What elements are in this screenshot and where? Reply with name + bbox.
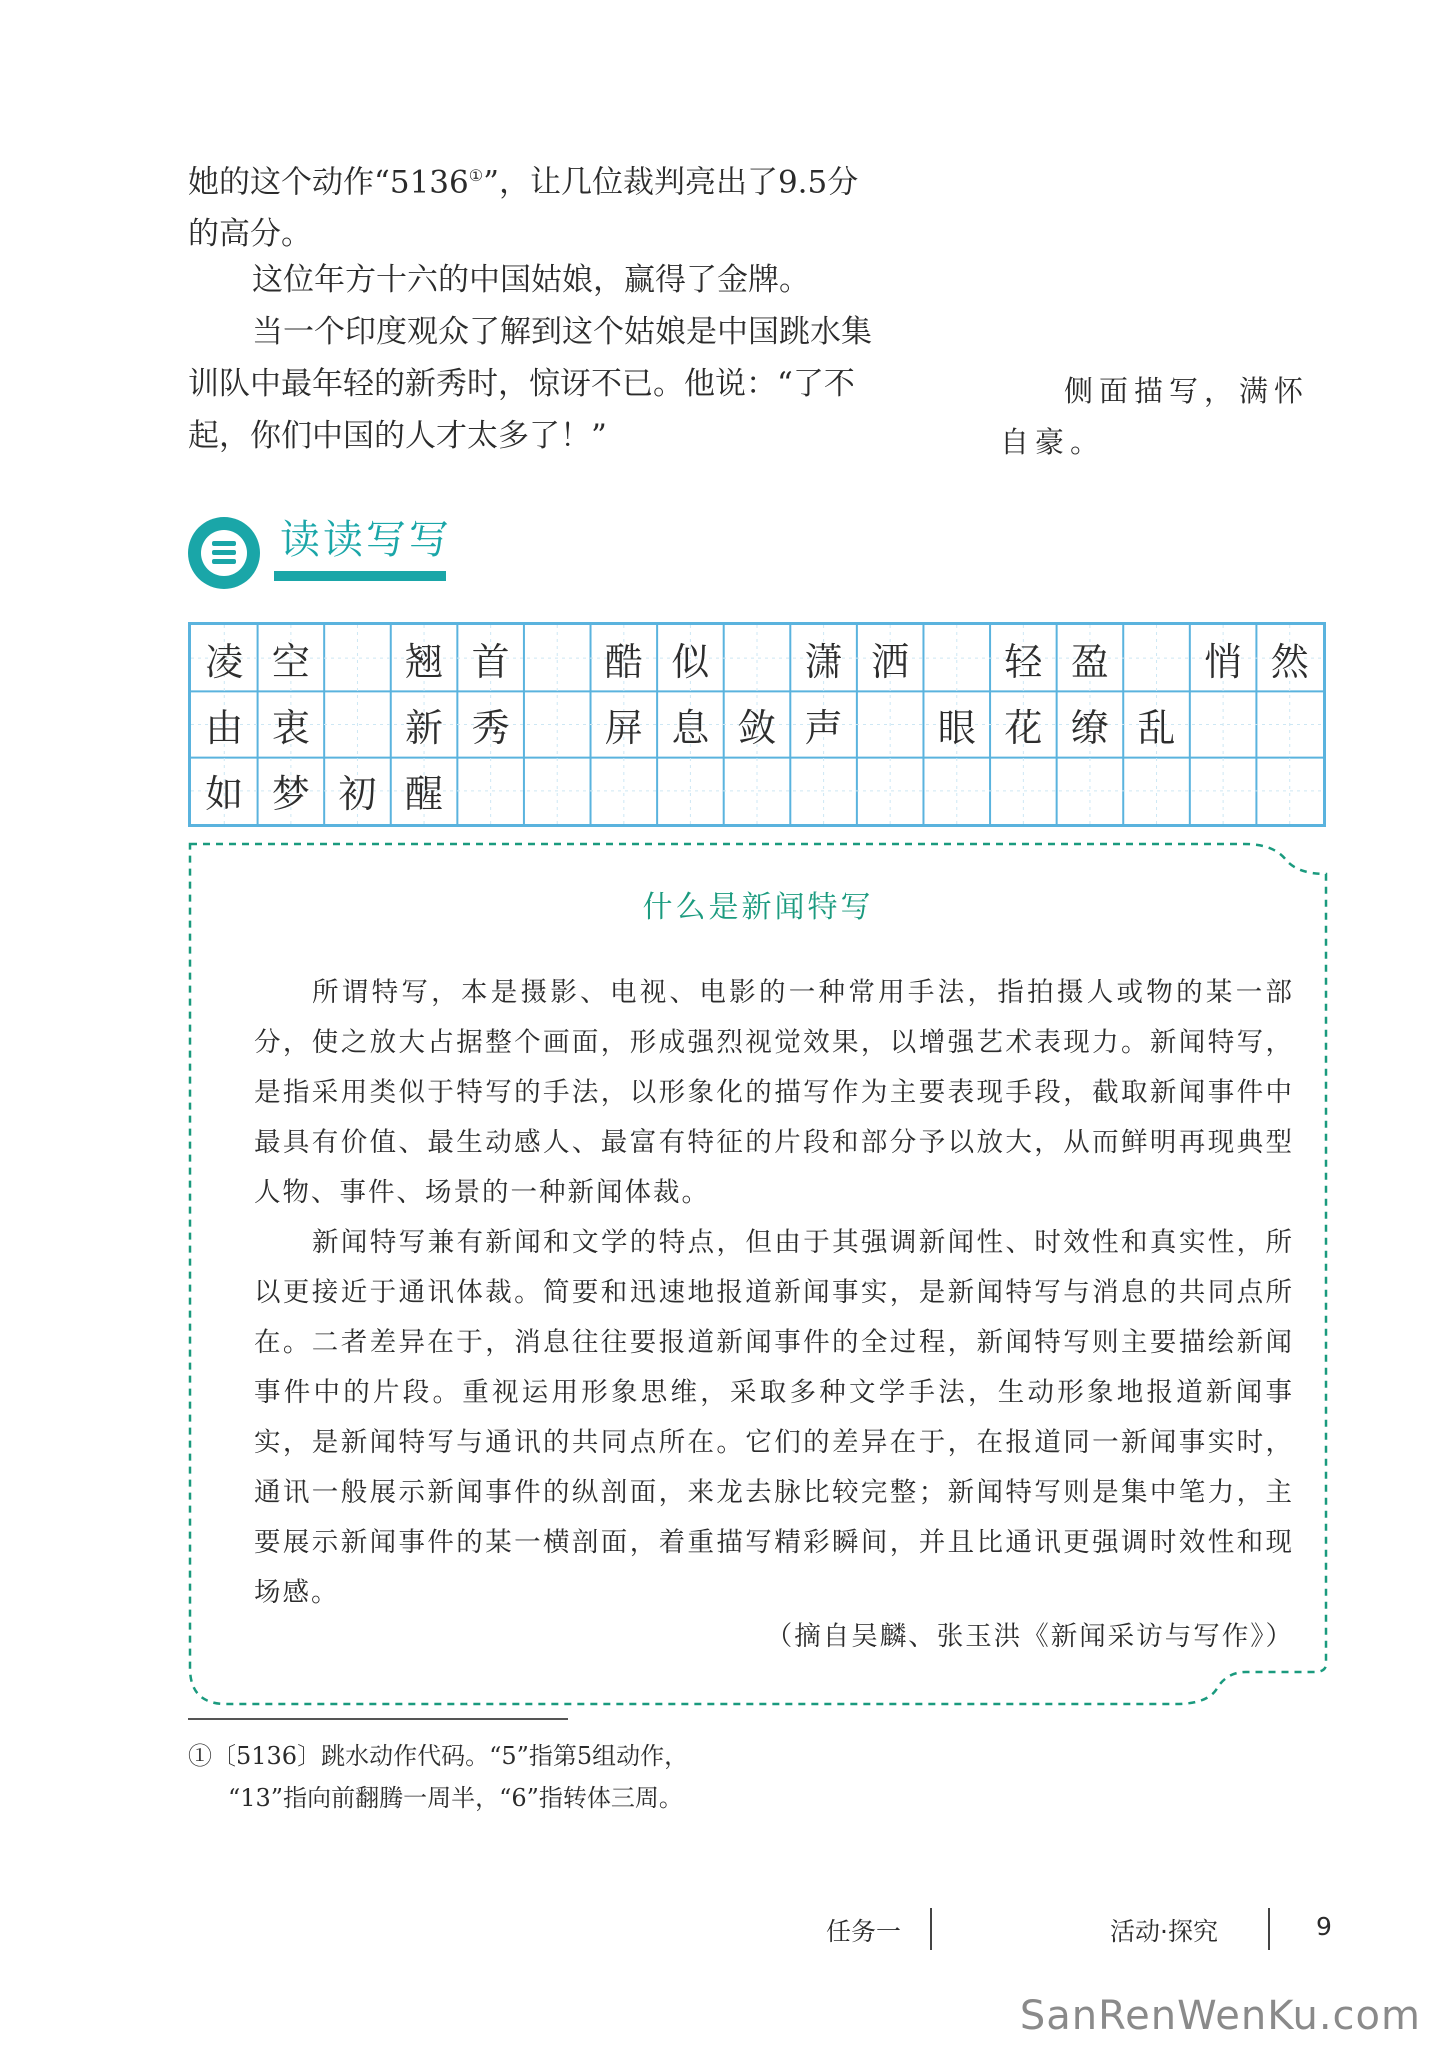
vocab-cell [524, 691, 591, 757]
vocab-cell [591, 758, 658, 824]
vocab-cell [923, 758, 990, 824]
vocab-cell: 空 [271, 639, 310, 684]
vocab-cell [857, 691, 924, 757]
vocab-cell: 洒 [871, 639, 910, 684]
section-header [188, 516, 458, 589]
vocab-cell: 翘 [405, 639, 444, 684]
vocab-cell: 息 [671, 705, 710, 750]
page-number: 9 [1316, 1912, 1332, 1941]
vocab-cell [724, 625, 791, 691]
vocab-cell: 凌 [205, 639, 244, 684]
footer-task: 任务一 [826, 1917, 902, 1946]
vocab-cell [324, 691, 391, 757]
vocab-cell [1190, 691, 1257, 757]
vocab-cell [857, 758, 924, 824]
vocab-cell: 缭 [1070, 705, 1109, 750]
vocab-cell: 潇 [804, 639, 843, 684]
vocab-cell [1256, 691, 1323, 757]
vocab-cell [324, 625, 391, 691]
vocab-cell [1190, 758, 1257, 824]
section-title: 读读写写 [280, 517, 452, 563]
text-line: 当一个印度观众了解到这个姑娘是中国跳水集 [252, 314, 872, 350]
vocab-cell [1123, 625, 1190, 691]
vocab-cell [524, 625, 591, 691]
footer-divider [1268, 1908, 1270, 1950]
vocab-cell: 似 [671, 639, 710, 684]
vocab-row [191, 691, 1323, 758]
footer-activity: 活动·探究 [1110, 1917, 1218, 1946]
vocab-cell: 屏 [604, 705, 643, 750]
footnote-line: ①〔5136〕跳水动作代码。“5”指第5组动作， [188, 1742, 689, 1770]
vocab-cell: 梦 [271, 772, 310, 817]
footnote [188, 1735, 688, 1819]
vocab-cell: 花 [1004, 705, 1043, 750]
footnote-divider [188, 1718, 568, 1720]
vocab-cell: 眼 [937, 705, 976, 750]
box-paragraph: 新闻特写兼有新闻和文学的特点，但由于其强调新闻性、时效性和真实性，所以更接近于通讯体裁。简要和迅速地报道新闻事实，是新闻特写与消息的共同点所在。二者差异在于，消息往往要报道新闻事件的全过程，新闻特写则主要描绘新闻事件中的片段。重视运用形象思维，采取多种文学手法，生动形象地报道新闻事实，是新闻特写与通讯的共同点所在。它们的差异在于，在报道同一新闻事实时，通讯一般展示新闻事件的纵剖面，来龙去脉比较完整；新闻特写则是集中笔力，主要展示新闻事件的某一横剖面，着重描写精彩瞬间，并且比通讯更强调时效性和现场感。 [254, 1227, 1294, 1608]
text-line: 训队中最年轻的新秀时，惊讶不已。他说：“了不 [188, 366, 855, 402]
vocab-cell: 悄 [1204, 639, 1243, 684]
section-underline [274, 571, 446, 581]
vocab-cell: 新 [405, 705, 444, 750]
vocab-row [191, 625, 1323, 692]
paragraph-2: 这位年方十六的中国姑娘，赢得了金牌。 [252, 262, 810, 298]
vocabulary-grid [188, 622, 1326, 827]
vocab-cell [724, 758, 791, 824]
text-line: 起，你们中国的人才太多了！” [188, 418, 607, 454]
vocab-cell: 首 [471, 639, 510, 684]
vocab-cell: 乱 [1137, 705, 1176, 750]
vocab-cell: 然 [1270, 639, 1309, 684]
vocab-cell: 酷 [604, 639, 643, 684]
vocab-cell [1123, 758, 1190, 824]
vocab-cell: 衷 [271, 705, 310, 750]
box-paragraph: 所谓特写，本是摄影、电视、电影的一种常用手法，指拍摄人或物的某一部分，使之放大占据整个画面，形成强烈视觉效果，以增强艺术表现力。新闻特写，是指采用类似于特写的手法，以形象化的描写作为主要表现手段，截取新闻事件中最具有价值、最生动感人、最富有特征的片段和部分予以放大，从而鲜明再现典型人物、事件、场景的一种新闻体裁。 [254, 977, 1294, 1208]
knowledge-box-body [254, 968, 1294, 1618]
text-line: ”，让几位裁判亮出了9.5分 [483, 164, 859, 201]
vocab-cell [990, 758, 1057, 824]
vocab-cell: 初 [338, 772, 377, 817]
vocab-cell [657, 758, 724, 824]
side-annotation: 侧面描写，满怀自豪。 [1000, 374, 1310, 459]
vocab-cell [524, 758, 591, 824]
vocab-cell: 秀 [471, 705, 510, 750]
footer-divider [930, 1908, 932, 1950]
vocab-row [191, 758, 1323, 825]
vocab-cell [457, 758, 524, 824]
footnote-line: “13”指向前翻腾一周半，“6”指转体三周。 [228, 1784, 683, 1812]
vocab-cell: 盈 [1070, 639, 1109, 684]
paragraph-1 [188, 150, 858, 260]
watermark: SanRenWenKu.com [1019, 1993, 1421, 2039]
paragraph-3 [188, 306, 948, 462]
source-citation: （摘自吴麟、张玉洪《新闻采访与写作》） [765, 1621, 1294, 1652]
vocab-cell [790, 758, 857, 824]
vocab-cell [923, 625, 990, 691]
text-line: 她的这个动作“5136 [188, 164, 469, 201]
vocab-cell [1057, 758, 1124, 824]
vocab-cell: 如 [205, 772, 244, 817]
vocab-cell [1256, 758, 1323, 824]
vocab-cell: 醒 [405, 772, 444, 817]
list-icon [188, 517, 260, 589]
vocab-cell: 由 [205, 705, 244, 750]
text-line: 的高分。 [188, 216, 312, 253]
knowledge-box-title: 什么是新闻特写 [642, 890, 874, 925]
vocab-cell: 敛 [737, 705, 776, 750]
vocab-cell: 声 [804, 705, 843, 750]
footnote-marker[interactable]: ① [468, 166, 484, 185]
vocab-cell: 轻 [1004, 639, 1043, 684]
